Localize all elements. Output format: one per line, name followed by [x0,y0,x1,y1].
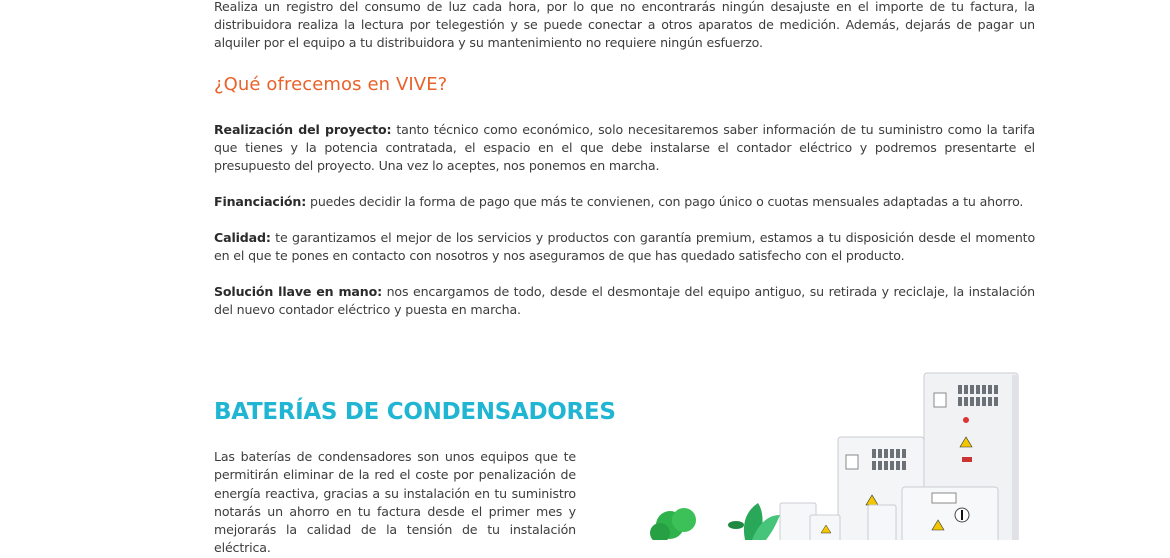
intro-paragraph: Realiza un registro del consumo de luz cada hora, por lo que no encontrarás ningún desajuste en el importe de tu factura, la distribuidora realiza la lectura por telegestión y se puede conectar a otros aparatos de medición. Además, dejarás de pagar un alquiler por el equipo a tu distribuidora y su mantenimiento no requiere ningún esfuerzo. [214,0,1035,50]
section-title-vive-offer: ¿Qué ofrecemos en VIVE? [214,74,448,95]
offer-features-list [214,121,1035,337]
batteries-section-title: BATERÍAS DE CONDENSADORES [214,399,616,425]
feature-text: nos encargamos de todo, desde el desmontaje del equipo antiguo, su retirada y reciclaje, la instalación del nuevo contador eléctrico y puesta en marcha. [214,284,1035,317]
batteries-description: Las baterías de condensadores son unos equipos que te permitirán eliminar de la red el coste por penalización de energía reactiva, gracias a su instalación en tu suministro notarás un ahorro en tu factura desde el primer mes y mejorarás la calidad de la tensión de tu instalación eléctrica. [214,449,576,556]
feature-text: tanto técnico como económico, solo necesitaremos saber información de tu suministro como la tarifa que tienes y la potencia contratada, el espacio en el que debe instalarse el contador eléctrico y podremos presentarte el presupuesto del proyecto. Una vez lo aceptes, nos ponemos en marcha. [214,122,1036,173]
feature-text: puedes decidir la forma de pago que más te convienen, con pago único o cuotas mensuales adaptadas a tu ahorro. [306,194,1024,209]
capacitor-bank-illustration [640,365,1040,540]
capacitor-cabinets-icon [640,365,1040,540]
feature-text: te garantizamos el mejor de los servicios y productos con garantía premium, estamos a tu disposición desde el momento en el que te pones en contacto con nosotros y nos aseguramos de que has quedado satisfecho con el producto. [214,230,1035,263]
feature-turnkey [214,283,1035,319]
feature-label: Solución llave en mano: [214,284,382,299]
feature-label: Financiación: [214,194,307,209]
feature-financing [214,193,1035,211]
feature-quality [214,229,1035,265]
feature-label: Calidad: [214,230,271,245]
feature-project [214,121,1035,175]
feature-label: Realización del proyecto: [214,122,392,137]
